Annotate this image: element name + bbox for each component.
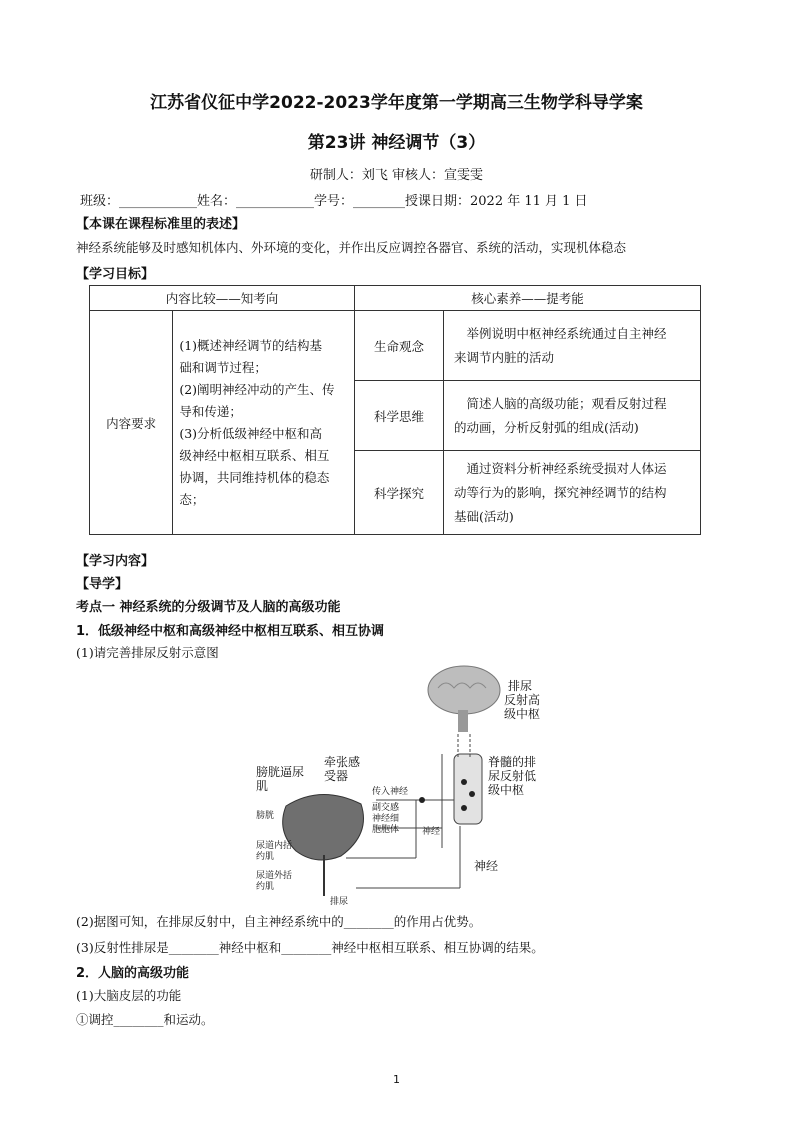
label-afferent: 传入神经: [372, 787, 409, 797]
label-internal-sphincter: 尿道内括: [256, 841, 293, 851]
label-parasym: 副交感: [372, 803, 400, 813]
requirement-line: 协调，共同维持机体的稳态: [179, 469, 330, 485]
label-spinal: 尿反射低: [488, 769, 537, 783]
competency-line: 的动画，分析反射弧的组成(活动): [454, 419, 639, 435]
competency-line: 基础(活动): [454, 508, 514, 524]
requirement-line: 态；: [179, 491, 205, 507]
competency-desc: [444, 451, 701, 535]
label-high-center: 反射高: [504, 693, 541, 707]
question-3: (3)反射性排尿是________神经中枢和________神经中枢相互联系、相互协调的结果。: [76, 940, 544, 955]
label-high-center: 级中枢: [504, 707, 541, 721]
requirement-line: (3)分析低级神经中枢和高: [179, 425, 323, 441]
content-heading: 【学习内容】: [76, 554, 155, 569]
competency-desc: [444, 311, 701, 381]
document-title: 江苏省仪征中学2022-2023学年度第一学期高三生物学科导学案: [150, 93, 643, 113]
question-5: ①调控________和运动。: [76, 1012, 214, 1027]
competency-desc: [444, 381, 701, 451]
label-bladder: 膀胱: [256, 811, 275, 821]
brain-illustration: [428, 666, 500, 714]
label-nerve-mid: 神经: [422, 827, 441, 837]
student-info-line: 班级：____________姓名：____________学号：________授课日期：2022 年 11 月 1 日: [80, 194, 588, 209]
micturition-reflex-diagram: [226, 658, 546, 908]
label-urinate: 排尿: [330, 897, 349, 907]
label-detrusor: 肌: [256, 779, 269, 793]
row-label: 内容要求: [90, 311, 173, 535]
bladder-illustration: [283, 794, 364, 860]
label-external-sphincter: 尿道外括: [256, 871, 293, 881]
competency-name: 科学探究: [355, 451, 444, 535]
spinal-cord: [454, 754, 482, 824]
label-detrusor: 膀胱逼尿: [256, 765, 305, 779]
question-2: (2)据图可知，在排尿反射中，自主神经系统中的________的作用占优势。: [76, 914, 482, 929]
label-high-center: 排尿: [508, 679, 533, 693]
guide-heading: 【导学】: [76, 577, 129, 592]
competency-line: 举例说明中枢神经系统通过自主神经: [466, 325, 667, 341]
label-spinal: 级中枢: [488, 783, 525, 797]
col2-header: 核心素养——提考能: [355, 286, 701, 311]
requirement-line: (1)概述神经调节的结构基: [179, 337, 323, 353]
competency-name: 科学思维: [355, 381, 444, 451]
label-external-sphincter: 约肌: [256, 882, 275, 892]
label-nerve-bottom: 神经: [474, 859, 499, 873]
neuron-dot: [469, 791, 475, 797]
topic-heading: 考点一 神经系统的分级调节及人脑的高级功能: [76, 600, 341, 615]
neuron-dot: [461, 805, 467, 811]
requirement-line: 础和调节过程；: [179, 359, 267, 375]
label-internal-sphincter: 约肌: [256, 852, 275, 862]
brainstem: [458, 710, 468, 732]
requirement-line: (2)阐明神经冲动的产生、传: [179, 381, 335, 397]
neuron-dot: [461, 779, 467, 785]
competency-name: 生命观念: [355, 311, 444, 381]
authors-line: 研制人：刘飞 审核人：宣雯雯: [309, 168, 484, 183]
goals-heading: 【学习目标】: [76, 267, 155, 282]
competency-line: 来调节内脏的活动: [454, 349, 555, 365]
question-1: (1)请完善排尿反射示意图: [76, 645, 219, 660]
point1-heading: 1．低级神经中枢和高级神经中枢相互联系、相互协调: [76, 624, 385, 639]
competency-line: 动等行为的影响，探究神经调节的结构: [454, 484, 667, 500]
label-spinal: 脊髓的排: [488, 755, 537, 769]
requirement-line: 级神经中枢相互联系、相互: [179, 447, 330, 463]
label-receptor: 牵张感: [324, 755, 361, 769]
label-parasym: 神经细: [372, 814, 400, 824]
lesson-title: 第23讲 神经调节（3）: [307, 133, 486, 153]
label-parasym: 胞胞体: [372, 825, 400, 835]
requirement-line: 导和传递；: [179, 403, 242, 419]
question-4: (1)大脑皮层的功能: [76, 988, 182, 1003]
requirements-cell: [173, 311, 355, 535]
competency-line: 通过资料分析神经系统受损对人体运: [466, 460, 667, 476]
goals-table: [89, 285, 701, 535]
ganglion-dot: [419, 797, 425, 803]
standard-text: 神经系统能够及时感知机体内、外环境的变化，并作出反应调控各器官、系统的活动，实现机体稳态: [76, 240, 627, 255]
page-number: 1: [393, 1073, 400, 1086]
label-receptor: 受器: [324, 769, 349, 783]
col1-header: 内容比较——知考向: [90, 286, 355, 311]
competency-line: 简述人脑的高级功能；观看反射过程: [466, 395, 667, 411]
point2-heading: 2．人脑的高级功能: [76, 966, 190, 981]
standard-heading: 【本课在课程标准里的表述】: [76, 217, 246, 232]
